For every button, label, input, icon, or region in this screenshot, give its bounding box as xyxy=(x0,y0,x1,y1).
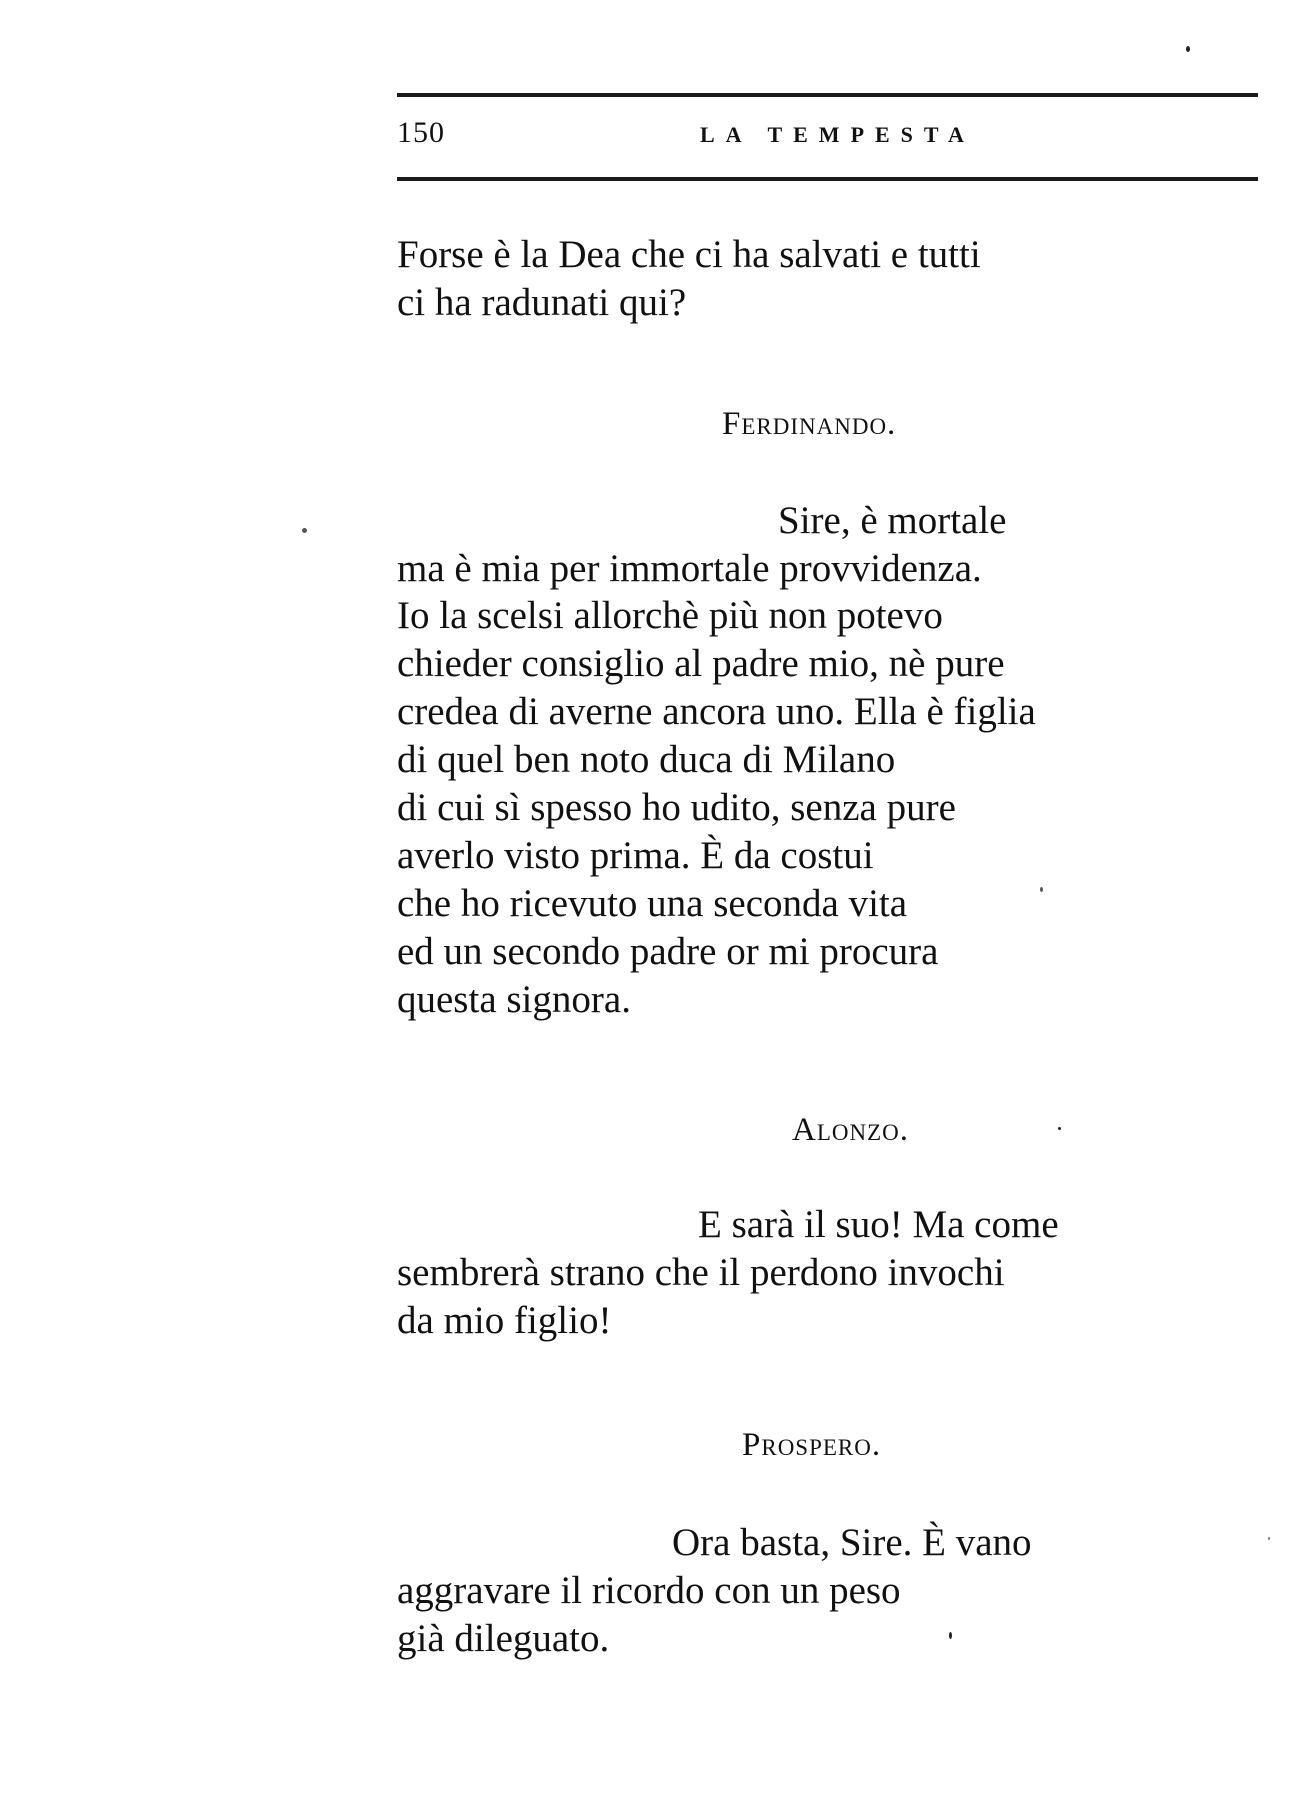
verse-line: chieder consiglio al padre mio, nè pure xyxy=(397,642,1005,685)
verse-line: che ho ricevuto una seconda vita xyxy=(397,882,908,925)
scan-speck xyxy=(949,1632,952,1639)
speaker-name: Alonzo. xyxy=(792,1112,910,1148)
header-top-rule xyxy=(397,93,1258,97)
verse-line: Forse è la Dea che ci ha salvati e tutti xyxy=(397,233,981,276)
verse-line: credea di averne ancora uno. Ella è figlia xyxy=(397,690,1036,733)
verse-line: da mio figlio! xyxy=(397,1299,612,1342)
verse-line: sembrerà strano che il perdono invochi xyxy=(397,1251,1005,1294)
verse-line: di quel ben noto duca di Milano xyxy=(397,738,896,781)
page-number: 150 xyxy=(397,116,445,149)
verse-line: E sarà il suo! Ma come xyxy=(698,1203,1059,1246)
scan-speck xyxy=(1268,1537,1270,1540)
verse-line: Io la scelsi allorchè più non potevo xyxy=(397,594,943,637)
verse-line: averlo visto prima. È da costui xyxy=(397,834,874,877)
verse-line: ci ha radunati qui? xyxy=(397,281,687,324)
verse-line: aggravare il ricordo con un peso xyxy=(397,1569,901,1612)
verse-line: questa signora. xyxy=(397,978,631,1021)
running-title: LA TEMPESTA xyxy=(700,122,975,147)
header-bottom-rule xyxy=(397,177,1258,181)
scan-speck xyxy=(1058,1127,1061,1130)
speaker-name: Prospero. xyxy=(742,1427,882,1463)
scan-speck xyxy=(1186,46,1190,52)
scan-speck xyxy=(302,528,307,533)
scan-speck xyxy=(1040,887,1043,892)
verse-line: Sire, è mortale xyxy=(778,499,1007,542)
verse-line: già dileguato. xyxy=(397,1617,610,1660)
verse-line: Ora basta, Sire. È vano xyxy=(672,1521,1032,1564)
verse-line: ma è mia per immortale provvidenza. xyxy=(397,547,982,590)
verse-line: ed un secondo padre or mi procura xyxy=(397,930,939,973)
verse-line: di cui sì spesso ho udito, senza pure xyxy=(397,786,956,829)
speaker-name: Ferdinando. xyxy=(722,406,897,442)
